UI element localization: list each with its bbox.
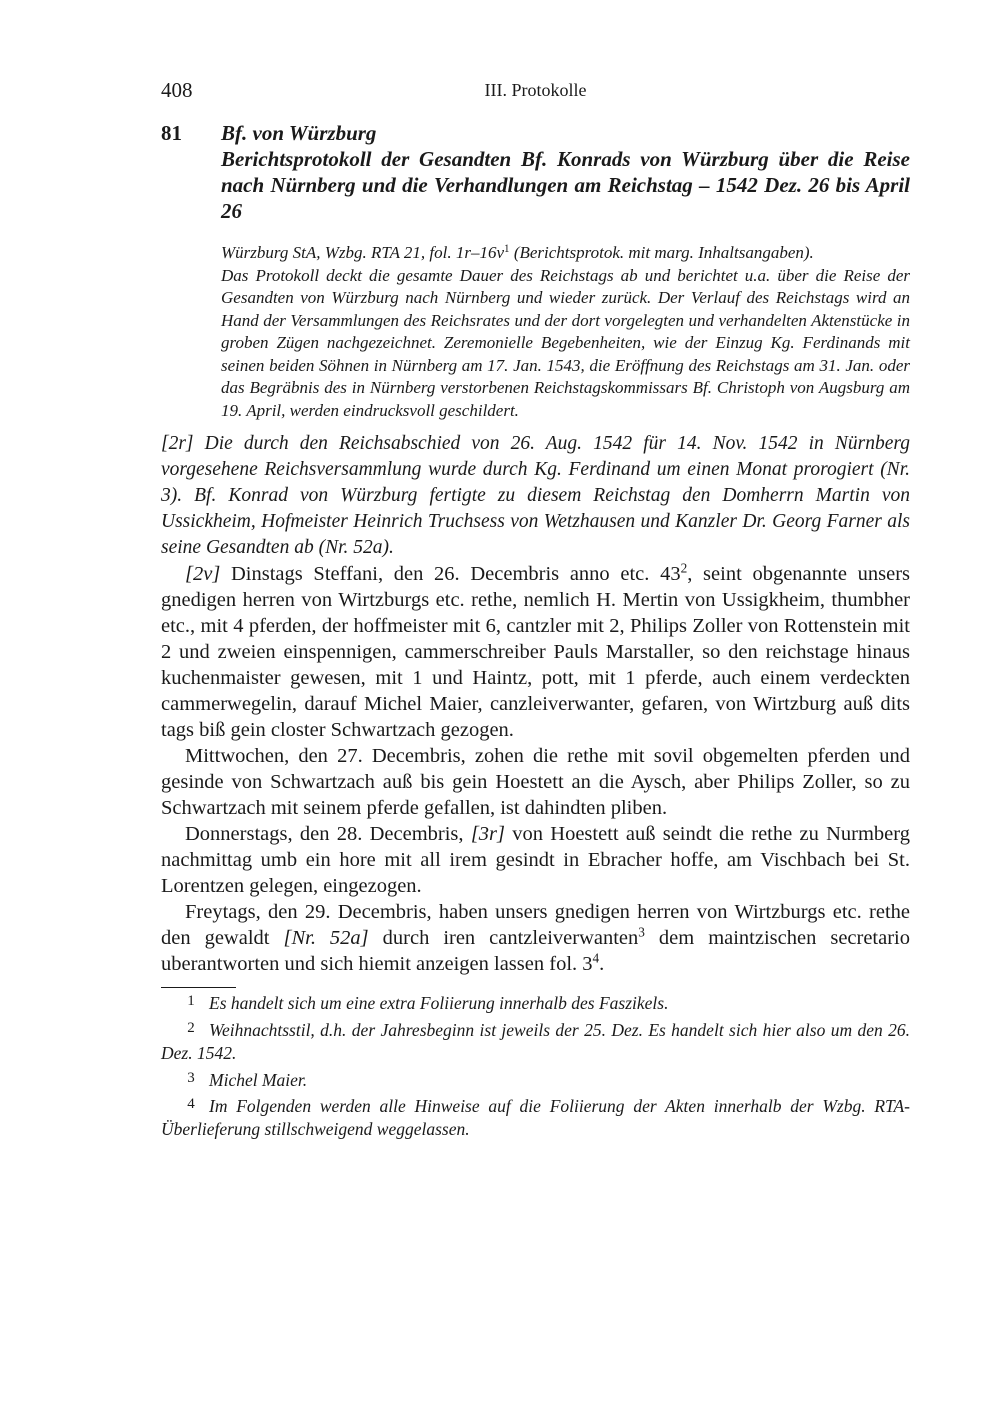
document-subtitle: Berichtsprotokoll der Gesandten Bf. Konrads von Würzburg über die Reise nach Nürnberg und die Verhandlungen am Reichstag – 1542 Dez. 26 bis April 26 — [221, 147, 910, 223]
page — [161, 78, 910, 1141]
footnote-ref[interactable]: 2 — [680, 560, 688, 576]
page-number: 408 — [161, 78, 193, 102]
footnote-divider — [161, 987, 236, 988]
paragraph: [2v] Dinstags Steffani, den 26. Decembris anno etc. $43^2$, seint obgenannte unsers gnedigen herren von Wirtzburgs etc. rethe, nemlich H. Mertin von Ussigkheim, thumbher etc., mit 4 pferden, der hoffmeister mit 6, cantzler mit 2, Philips Zoller von Rottenstein mit 2 und zweien einspennigen, cammerschreiber Pauls Marstaller, so den reichstage hinaus kuchenmaister gewesen, mit 1 und Haintz, pott, mit 1 pferde, auch einem verdeckten cammerwegelin, darauf Michel Maier, canzleiverwanter, gefaren, von Wirtzburg auß dits tags biß gein closter Schwartzach gezogen. — [161, 560, 911, 741]
folio-marker: [3r] — [470, 823, 505, 845]
footnote-number: 3 — [187, 1069, 195, 1086]
paragraph: Mittwochen, den 27. Decembris, zohen die rethe mit sovil obgemelten pferden und gesinde von Schwartzach auß bis gein Hoestett an die Aysch, aber Philips Zoller, so zu Schwartzach mit seinem pferde gefallen, ist dahindten pliben. — [161, 745, 910, 819]
document-heading — [161, 120, 910, 224]
document-number: 81 — [161, 121, 182, 145]
footnote: 4 Im Folgenden werden alle Hinweise auf die Foliierung der Akten innerhalb der Wzbg. RTA-Überlieferung stillschweigend weggelassen. — [161, 1093, 910, 1141]
footnote-number: 2 — [187, 1019, 195, 1036]
document-title: Bf. von Würzburg — [221, 121, 377, 145]
paragraph: Donnerstags, den 28. Decembris, [3r] von Hoestett auß seindt die rethe zu Nurmberg nachmittag umb ein hore mit all irem gesindt in Ebracher hoffe, am Vischbach bei St. Lorentzen gelegen, eingezogen. — [161, 823, 910, 897]
footnote-ref[interactable]: 1 — [504, 242, 510, 255]
document-titles — [221, 120, 910, 224]
footnote-ref[interactable]: 4 — [592, 950, 600, 966]
paragraph: Freytags, den 29. Decembris, haben unsers gnedigen herren von Wirtzburgs etc. rethe den gewaldt [Nr. 52a] durch iren cantzleiverwanten$^3$ dem maintzischen secretario uberantworten und sich hiemit anzeigen lassen fol. $3^4$. — [161, 901, 911, 975]
editorial-introduction: [2r] Die durch den Reichsabschied von 26. Aug. 1542 für 14. Nov. 1542 in Nürnberg vorgesehene Reichsversammlung wurde durch Kg. Ferdinand um einen Monat prorogiert (Nr. 3). Bf. Konrad von Würzburg fertigte zu diesem Reichstag den Domherrn Martin von Ussickheim, Hofmeister Heinrich Truchsess von Wetzhausen und Kanzler Dr. Georg Farner als seine Gesandten ab (Nr. 52a). — [161, 433, 910, 558]
footnote-ref[interactable]: 3 — [638, 924, 645, 940]
footnote: 3 Michel Maier. — [161, 1067, 910, 1092]
running-title: III. Protokolle — [484, 80, 587, 100]
cross-reference: [Nr. 52a] — [283, 927, 369, 949]
footnote-number: 4 — [187, 1096, 195, 1113]
source-description: Das Protokoll deckt die gesamte Dauer des Reichstags ab und berichtet u.a. über die Reise der Gesandten von Würzburg nach Nürnberg und wieder zurück. Der Verlauf des Reichstags wird an Hand der Versammlungen des Reichsrates und der dort vorgelegten und verhandelten Aktenstücke in groben Zügen nachgezeichnet. Zeremonielle Begebenheiten, wie der Einzug Kg. Ferdinands mit seinen beiden Söhnen in Nürnberg am 17. Jan. 1543, die Eröffnung des Reichstags am 31. Jan. oder das Begräbnis des in Nürnberg verstorbenen Reichstagskommissars Bf. Christoph von Augsburg am 19. April, werden eindrucksvoll geschildert. — [221, 265, 910, 420]
footnote: 2 Weihnachtsstil, d.h. der Jahresbeginn ist jeweils der 25. Dez. Es handelt sich hier also um den 26. Dez. 1542. — [161, 1017, 910, 1065]
source-citation: Würzburg StA, Wzbg. RTA 21, fol. $1r-16v^1$ (Berichtsprotok. mit marg. Inhaltsangaben). — [221, 242, 814, 262]
running-header — [161, 78, 910, 106]
protocol-text — [161, 561, 910, 977]
source-block — [221, 242, 910, 422]
footnote: 1 Es handelt sich um eine extra Foliierung innerhalb des Faszikels. — [161, 990, 910, 1015]
footnote-number: 1 — [187, 993, 195, 1009]
folio-marker: [2v] — [185, 563, 221, 585]
